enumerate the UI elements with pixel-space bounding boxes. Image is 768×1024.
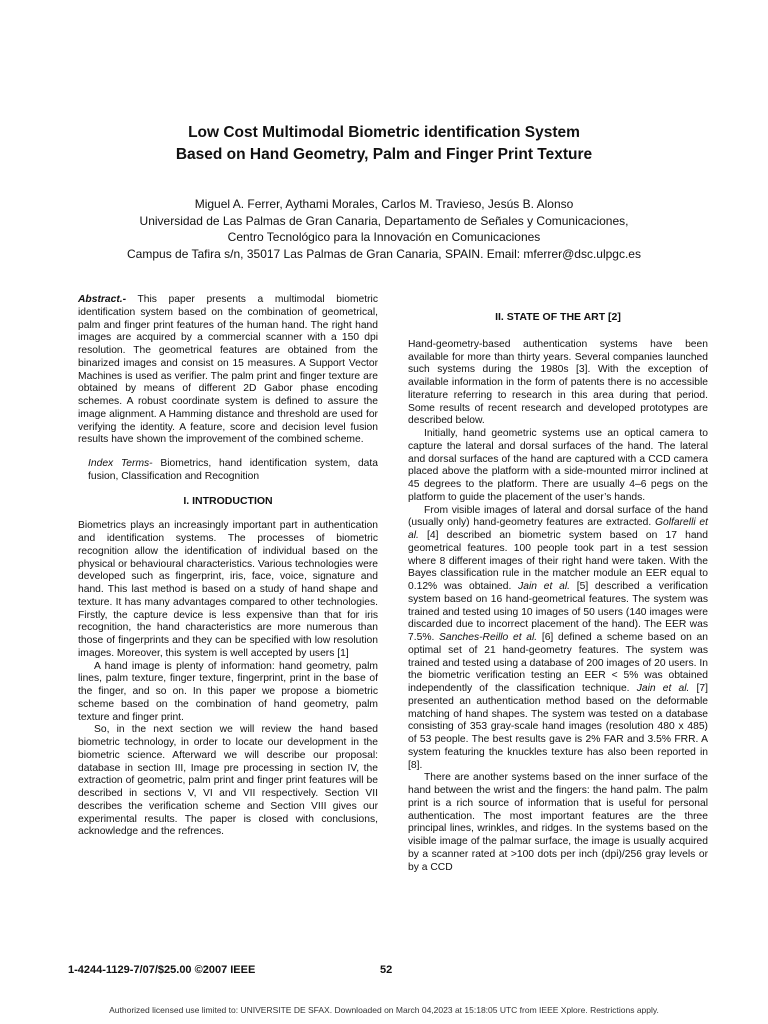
sota-p3-text-d: [6] defined a scheme based on an optimal set of 21 hand-geometry features. The system was trained and tested using a database of 200 images of 20 users. In the biometric verification testing an EER < 5% was obtained independently of the classification technique.: [408, 632, 708, 694]
section-heading-introduction: I. INTRODUCTION: [183, 494, 273, 507]
sota-p3-text-e: [7] presented an authentication method based on the deformable matching of hand shapes. The system was tested on a database consisting of 353 gray-scale hand images (resolution 480 x 485) of 53 people. The best results gave is 2% FAR and 3.5% FRR. A system featuring the knuckles texture has also been reported in [8].: [408, 683, 708, 771]
intro-paragraph-2: A hand image is plenty of information: hand geometry, palm lines, palm texture, finger texture, fingerprint, print in the base of the finger, and so on. In this paper we propose a biometric scheme based on the combination of hand geometry, palm texture and finger print.: [78, 660, 378, 723]
title-line-2: Based on Hand Geometry, Palm and Finger Print Texture: [175, 146, 593, 163]
page-number: 52: [380, 964, 393, 976]
license-notice: Authorized licensed use limited to: UNIVERSITE DE SFAX. Downloaded on March 04,2023 at 15:18:05 UTC from IEEE Xplore. Restrictions apply.: [109, 1005, 659, 1015]
index-terms-label: Index Terms-: [88, 458, 153, 469]
index-terms-text: Biometrics, hand identification system, data fusion, Classification and Recognition: [88, 458, 378, 482]
sota-paragraph-2: Initially, hand geometric systems use an optical camera to capture the lateral and dorsal surfaces of the hand. The lateral and dorsal surfaces of the hand are captured with a CCD camera placed above the platform with a side-mounted mirror inclined at 45 degrees to the platform. There are usually 4–6 pegs on the platform to guide the placement of the user’s hands.: [408, 428, 708, 503]
affiliation-line-2: Centro Tecnológico para la Innovación en Comunicaciones: [227, 230, 541, 244]
citation-sanches-reillo: Sanches-Reillo et al.: [439, 632, 538, 643]
index-terms: [78, 458, 378, 484]
sota-paragraph-3: [408, 505, 708, 773]
author-names: Miguel A. Ferrer, Aythami Morales, Carlos M. Travieso, Jesús B. Alonso: [194, 197, 574, 211]
abstract-text: This paper presents a multimodal biometric identification system based on the combination of geometrical, palm and finger print features of the human hand. The right hand images are acquired by a commercial scanner with a 150 dpi resolution. The geometrical features are obtained from the binarized images and consist on 15 measures. A Support Vector Machines is used as verifier. The palm print and finger texture are obtained by means of different 2D Gabor phase encoding schemes. A robust coordinate system is defined to assure the image alignment. A Hamming distance and threshold are used for verifying the identity. A feature, score and decision level fusion results have shown the improvement of the combined scheme.: [78, 294, 378, 446]
right-column: [408, 311, 708, 874]
title-line-1: Low Cost Multimodal Biometric identification System: [188, 124, 580, 141]
sota-p3-text-c: [5] described a verification system based on 16 hand-geometrical features. The system was trained and tested using 10 images of 50 users (140 images were discarded due to incorrect placement of the hand). The EER was 7.5%.: [408, 581, 709, 643]
author-address: Campus de Tafira s/n, 35017 Las Palmas de Gran Canaria, SPAIN. Email: mferrer@dsc.ulpgc.es: [127, 246, 641, 261]
sota-paragraph-4: There are another systems based on the inner surface of the hand between the wrist and the fingers: the hand palm. The palm print is a rich source of information that is useful for personal authentication. The most important features are the three principal lines, wrinkles, and ridges. In the systems based on the visible image of the palmar surface, the image is usually acquired by a scanner rated at >100 dots per inch (dpi)/256 gray levels or by a CCD: [408, 772, 708, 873]
author-block: [40, 196, 728, 262]
sota-paragraph-1: Hand-geometry-based authentication systems have been available for more than thirty years. Several companies launched such systems during the 1980s [3]. With the exception of available information in the form of patents there is no accessible literature referring to research in this area during that period. Some results of recent research and developed prototypes are described below.: [408, 338, 708, 427]
sota-p3-text-b: [4] described an biometric system based on 17 hand geometrical features. 100 people took part in a test session where 8 different images of their right hand were taken. With the Bayes classification rule in the matcher module an EER equal to 0.12% was obtained.: [408, 530, 708, 592]
left-column: [78, 294, 378, 839]
affiliation-line-1: Universidad de Las Palmas de Gran Canaria, Departamento de Señales y Comunicaciones,: [139, 213, 629, 228]
intro-paragraph-1: Biometrics plays an increasingly important part in authentication and identification systems. The processes of biometric recognition allow the identification of individual based on the physical or behavioural characteristics. Various technologies were developed such as fingerprint, iris, face, voice, signature and hand. This last method is based on a study of hand shape and texture. It has many advantages compared to other technologies. Firstly, the capture device is less expensive than that for iris recognition, the hand characteristics are more numerous than those of fingerprints and they can be specified with low resolution images. Moreover, this system is well accepted by users [1]: [78, 520, 378, 659]
citation-jain-2: Jain et al.: [636, 683, 690, 694]
paper-title: [60, 122, 708, 166]
footer-isbn: 1-4244-1129-7/07/$25.00 ©2007 IEEE: [68, 964, 256, 976]
abstract-label: Abstract.-: [78, 294, 127, 305]
sota-p3-text-a: From visible images of lateral and dorsal surface of the hand (usually only) hand-geometry features are extracted.: [408, 504, 708, 529]
abstract: [78, 294, 378, 447]
citation-jain-1: Jain et al.: [518, 581, 570, 592]
intro-paragraph-3: So, in the next section we will review the hand based biometric technology, in order to locate our development in the biometric science. Afterward we will describe our proposal: database in section III, Image pre processing in section IV, the extraction of geometric, palm print and finger print features will be described in sections V, VI and VII respectively. Section VII describes the verification scheme and Section VIII gives our experimental results. The paper is closed with conclusions, acknowledge and the refrences.: [78, 724, 378, 838]
section-heading-state-of-the-art: II. STATE OF THE ART [2]: [495, 311, 621, 323]
citation-golfarelli: Golfarelli et al.: [408, 517, 709, 541]
